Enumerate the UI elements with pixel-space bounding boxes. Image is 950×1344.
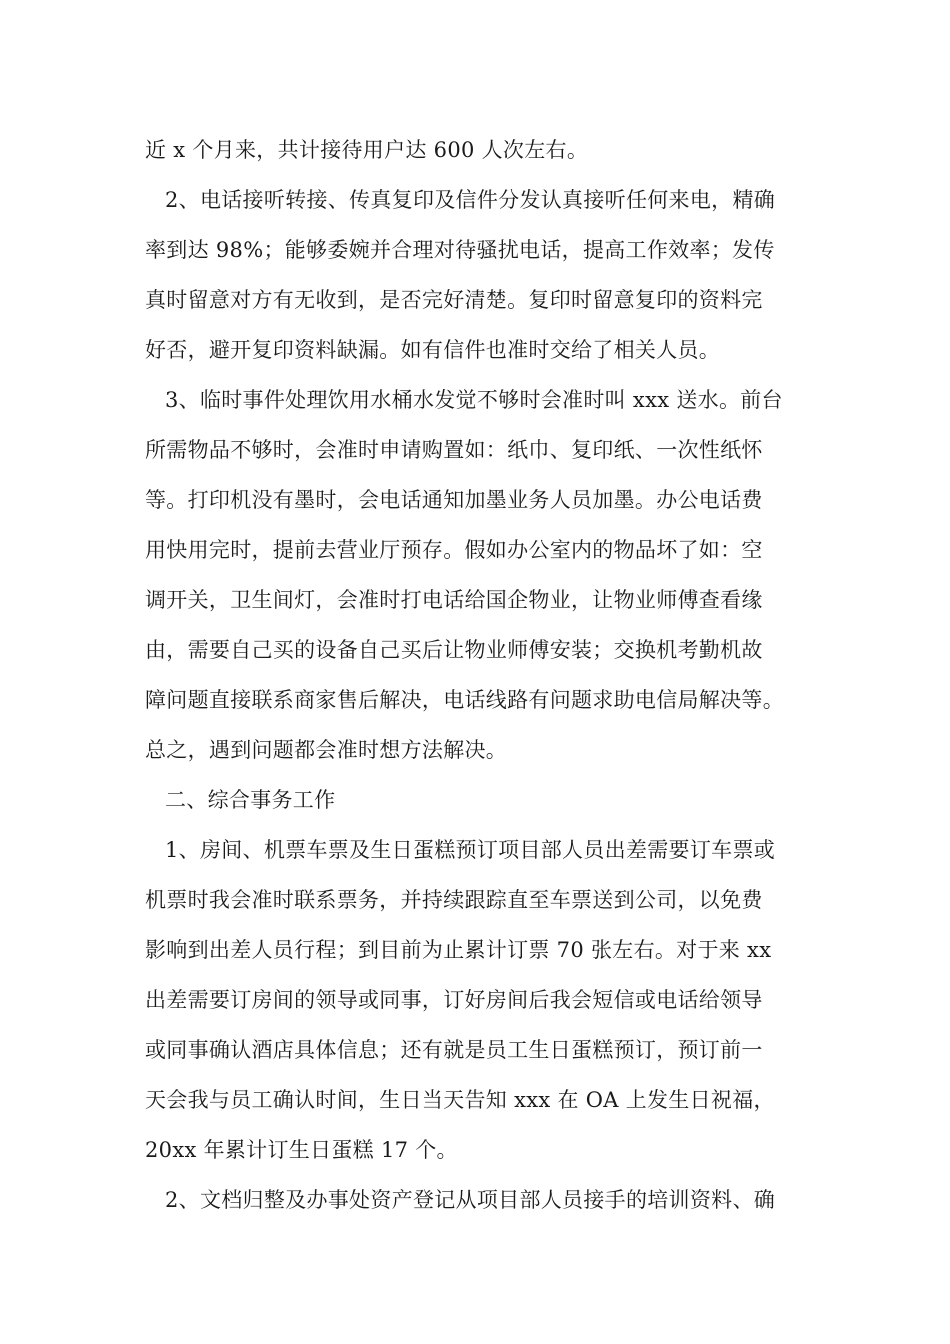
text-line: 真时留意对方有无收到，是否完好清楚。复印时留意复印的资料完: [145, 288, 763, 312]
text-line: 影响到出差人员行程；到目前为止累计订票 70 张左右。对于来 xx: [145, 938, 772, 962]
paragraph-first-line: 2、电话接听转接、传真复印及信件分发认真接听任何来电，精确: [165, 188, 776, 212]
paragraph-first-line: 2、文档归整及办事处资产登记从项目部人员接手的培训资料、确: [165, 1188, 776, 1212]
text-line: 由，需要自己买的设备自己买后让物业师傅安装；交换机考勤机故: [145, 638, 763, 662]
text-line: 用快用完时，提前去营业厅预存。假如办公室内的物品坏了如：空: [145, 538, 763, 562]
paragraph-first-line: 1、房间、机票车票及生日蛋糕预订项目部人员出差需要订车票或: [165, 838, 776, 862]
text-line: 机票时我会准时联系票务，并持续跟踪直至车票送到公司，以免费: [145, 888, 763, 912]
section-heading: 二、综合事务工作: [165, 788, 336, 812]
text-line: 障问题直接联系商家售后解决，电话线路有问题求助电信局解决等。: [145, 688, 784, 712]
text-line: 调开关，卫生间灯，会准时打电话给国企物业，让物业师傅查看缘: [145, 588, 763, 612]
text-line: 等。打印机没有墨时，会电话通知加墨业务人员加墨。办公电话费: [145, 488, 763, 512]
text-line: 率到达 98%；能够委婉并合理对待骚扰电话，提高工作效率；发传: [145, 238, 775, 262]
text-line: 好否，避开复印资料缺漏。如有信件也准时交给了相关人员。: [145, 338, 721, 362]
text-line: 近 x 个月来，共计接待用户达 600 人次左右。: [145, 138, 589, 162]
paragraph-first-line: 3、临时事件处理饮用水桶水发觉不够时会准时叫 xxx 送水。前台: [165, 388, 783, 412]
text-line: 总之，遇到问题都会准时想方法解决。: [145, 738, 508, 762]
text-line: 出差需要订房间的领导或同事，订好房间后我会短信或电话给领导: [145, 988, 763, 1012]
text-line: 或同事确认酒店具体信息；还有就是员工生日蛋糕预订，预订前一: [145, 1038, 763, 1062]
text-line: 所需物品不够时，会准时申请购置如：纸巾、复印纸、一次性纸怀: [145, 438, 763, 462]
text-line: 20xx 年累计订生日蛋糕 17 个。: [145, 1138, 458, 1162]
text-line: 天会我与员工确认时间，生日当天告知 xxx 在 OA 上发生日祝福，: [145, 1088, 775, 1112]
